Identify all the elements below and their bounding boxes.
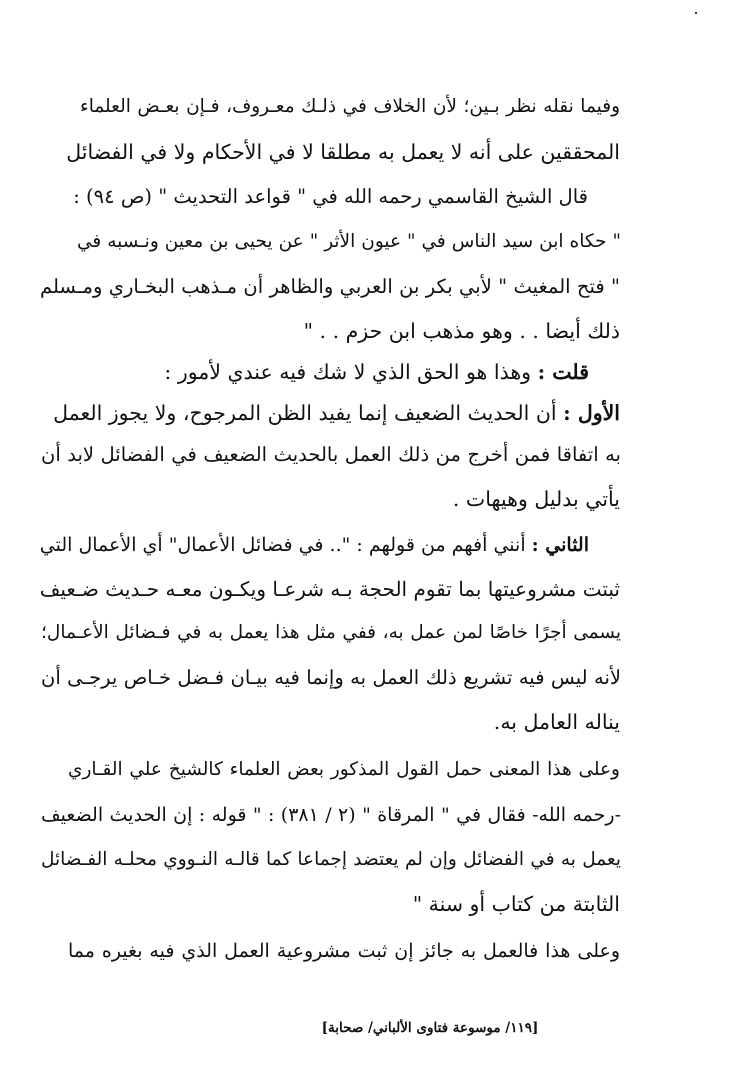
text-line: ثبتت مشروعيتها بما تقوم الحجة بـه شرعـا ويكـون معـه حـديث ضـعيف	[40, 577, 620, 601]
qultu-label: قلت :	[537, 360, 589, 384]
text-line: الثابتة من كتاب أو سنة "	[412, 892, 620, 916]
text-line: به اتفاقا فمن أخرج من ذلك العمل بالحديث الضعيف في الفضائل لابد أن	[41, 443, 621, 466]
text-line: " حكاه ابن سيد الناس في " عيون الأثر " عن يحيى بن معين ونـسبه في	[77, 231, 621, 252]
text-line: يناله العامل به.	[493, 710, 620, 734]
text-line: يعمل به في الفضائل وإن لم يعتضد إجماعا كما قالـه النـووي محلـه الفـضائل	[41, 849, 621, 870]
text-line: ذلك أيضا . . وهو مذهب ابن حزم . . "	[303, 319, 620, 343]
text-line: " فتح المغيث " لأبي بكر بن العربي والظاهر أن مـذهب البخـاري ومـسلم	[40, 275, 620, 298]
qultu-text: وهذا هو الحق الذي لا شك فيه عندي لأمور :	[164, 360, 532, 384]
text-line: المحققين على أنه لا يعمل به مطلقا لا في الأحكام ولا في الفضائل	[66, 140, 620, 164]
text-line: يأتي بدليل وهيهات .	[452, 487, 620, 511]
text-line: قال الشيخ القاسمي رحمه الله في " قواعد التحديث " (ص ٩٤) :	[73, 185, 588, 208]
second-text: أنني أفهم من قولهم : ".. في فضائل الأعمال" أي الأعمال التي	[39, 534, 526, 556]
text-line: وفيما نقله نظر بـين؛ لأن الخلاف في ذلـك معـروف، فـإن بعـض العلماء	[80, 96, 620, 117]
text-line: وعلى هذا المعنى حمل القول المذكور بعض العلماء كالشيخ علي القـاري	[68, 759, 620, 780]
text-line	[40, 398, 620, 430]
first-label: الأول :	[563, 401, 620, 425]
second-label: الثاني :	[531, 534, 589, 556]
text-line: وعلى هذا فالعمل به جائز إن ثبت مشروعية العمل الذي فيه بغيره مما	[68, 940, 620, 962]
page-footer: [١١٩/ موسوعة فتاوى الألباني/ صحابة]	[321, 1020, 539, 1036]
text-line: -رحمه الله- فقال في " المرقاة " (٢ / ٣٨١) : " قوله : إن الحديث الضعيف	[41, 804, 621, 826]
text-line: يسمى أجرًا خاصًا لمن عمل به، ففي مثل هذا يعمل به في فـضائل الأعـمال؛	[41, 622, 621, 643]
corner-dot	[695, 12, 697, 14]
text-line: لأنه ليس فيه تشريع ذلك العمل به وإنما فيه بيـان فـضل خـاص يرجـى أن	[41, 666, 621, 689]
first-text: أن الحديث الضعيف إنما يفيد الظن المرجوح، ولا يجوز العمل	[53, 401, 557, 425]
text-line	[39, 530, 589, 562]
text-line	[29, 357, 589, 389]
